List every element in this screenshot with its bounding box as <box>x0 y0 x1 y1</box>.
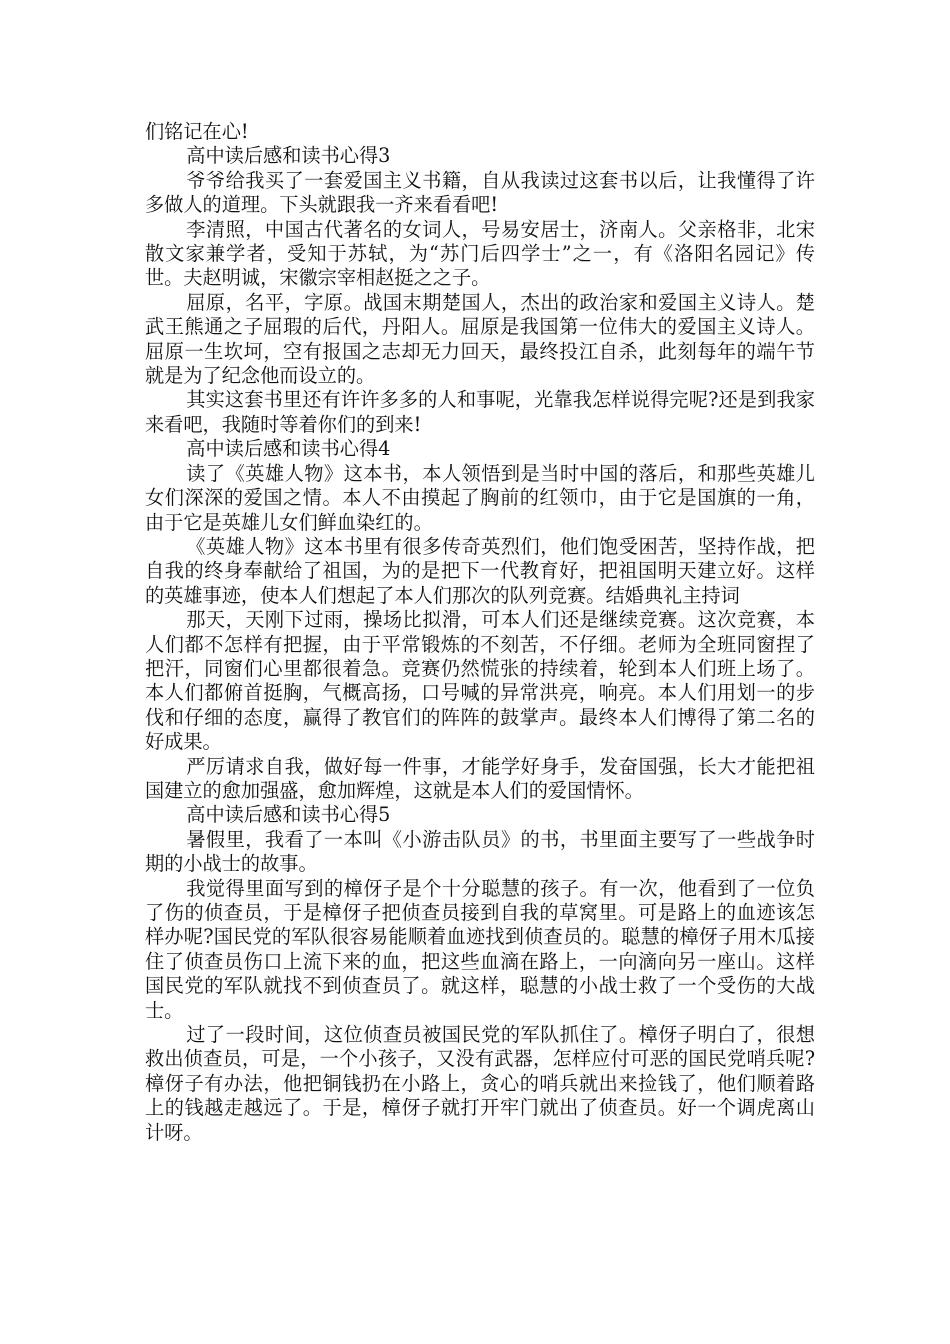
body-paragraph: 暑假里，我看了一本叫《小游击队员》的书，书里面主要写了一些战争时期的小战士的故事。 <box>145 827 815 876</box>
body-paragraph: 其实这套书里还有许许多多的人和事呢，光靠我怎样说得完呢?还是到我家来看吧，我随时等着你们的到来! <box>145 388 815 436</box>
body-paragraph: 屈原，名平，字原。战国末期楚国人，杰出的政治家和爱国主义诗人。楚武王熊通之子屈瑕的后代，丹阳人。屈原是我国第一位伟大的爱国主义诗人。屈原一生坎坷，空有报国之志却无力回天，最终投江自杀，此刻每年的端午节就是为了纪念他而设立的。 <box>145 290 815 388</box>
body-paragraph: 爷爷给我买了一套爱国主义书籍，自从我读过这套书以后，让我懂得了许多做人的道理。下头就跟我一齐来看看吧! <box>145 168 815 217</box>
section-heading: 高中读后感和读书心得5 <box>186 803 391 827</box>
body-paragraph: 《英雄人物》这本书里有很多传奇英烈们，他们饱受困苦，坚持作战，把自我的终身奉献给了祖国，为的是把下一代教育好，把祖国明天建立好。这样的英雄事迹，使本人们想起了本人们那次的队列竞赛。结婚典礼主持词 <box>145 534 815 607</box>
body-paragraph: 那天，天刚下过雨，操场比拟滑，可本人们还是继续竞赛。这次竞赛，本人们都不怎样有把握，由于平常锻炼的不刻苦，不仔细。老师为全班同窗捏了把汗，同窗们心里都很着急。竞赛仍然慌张的持续着，轮到本人们班上场了。本人们都俯首挺胸，气概高扬，口号喊的异常洪亮，响亮。本人们用划一的步伐和仔细的态度，赢得了教官们的阵阵的鼓掌声。最终本人们博得了第二名的好成果。 <box>145 608 815 754</box>
section-heading: 高中读后感和读书心得4 <box>186 437 391 461</box>
body-paragraph: 我觉得里面写到的樟伢子是个十分聪慧的孩子。有一次，他看到了一位负了伤的侦查员，于是樟伢子把侦查员接到自我的草窝里。可是路上的血迹该怎样办呢?国民党的军队很容易能顺着血迹找到侦查员的。聪慧的樟伢子用木瓜接住了侦查员伤口上流下来的血，把这些血滴在路上，一向滴向另一座山。这样国民党的军队就找不到侦查员了。就这样，聪慧的小战士救了一个受伤的大战士。 <box>145 876 815 1022</box>
body-paragraph: 过了一段时间，这位侦查员被国民党的军队抓住了。樟伢子明白了，很想救出侦查员，可是，一个小孩子，又没有武器，怎样应付可恶的国民党哨兵呢?樟伢子有办法，他把铜钱扔在小路上，贪心的哨兵就出来捡钱了，他们顺着路上的钱越走越远了。于是，樟伢子就打开牢门就出了侦查员。好一个调虎离山计呀。 <box>145 1023 815 1144</box>
section-heading: 高中读后感和读书心得3 <box>186 144 391 168</box>
document-body <box>145 120 815 1145</box>
body-paragraph: 读了《英雄人物》这本书，本人领悟到是当时中国的落后，和那些英雄儿女们深深的爱国之情。本人不由摸起了胸前的红领巾，由于它是国旗的一角，由于它是英雄儿女们鲜血染红的。 <box>145 461 815 534</box>
body-paragraph: 李清照，中国古代著名的女词人，号易安居士，济南人。父亲格非，北宋散文家兼学者，受知于苏轼，为“苏门后四学士”之一，有《洛阳名园记》传世。夫赵明诚，宋徽宗宰相赵挺之之子。 <box>145 217 815 290</box>
body-paragraph: 严厉请求自我，做好每一件事，才能学好身手，发奋国强，长大才能把祖国建立的愈加强盛，愈加辉煌，这就是本人们的爱国情怀。 <box>145 754 815 802</box>
body-paragraph: 们铭记在心! <box>145 120 249 143</box>
